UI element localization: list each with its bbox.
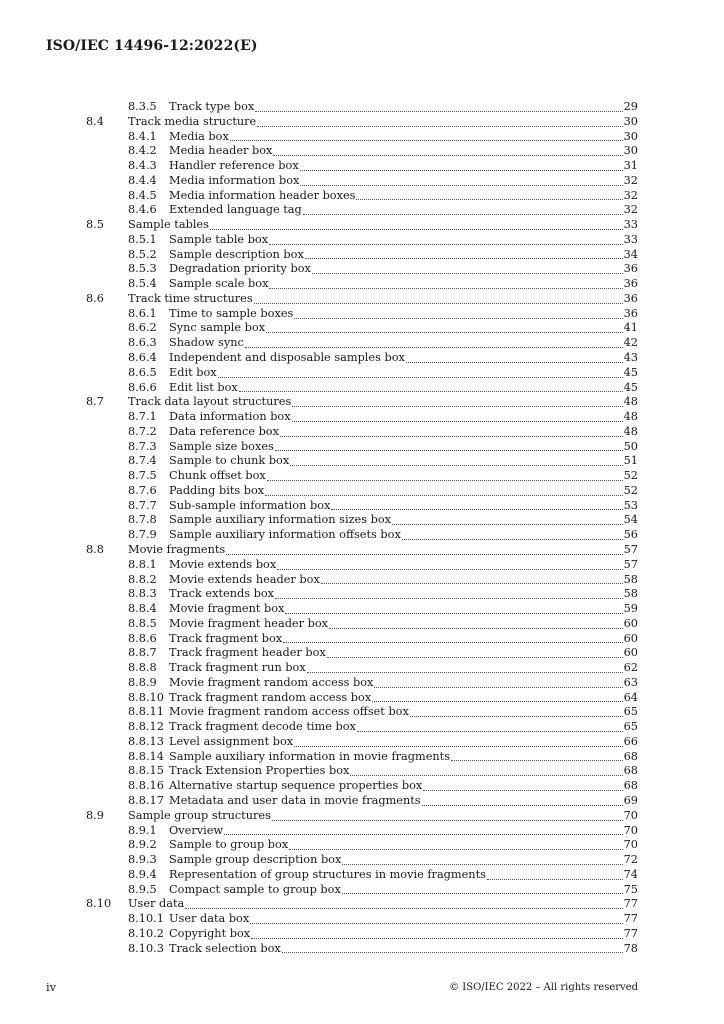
toc-entry[interactable] [0,764,724,779]
toc-dot-leader [406,362,623,363]
toc-dot-leader [210,229,623,230]
toc-entry-title: Movie fragments [128,542,226,556]
toc-entry-title: Degradation priority box [169,262,311,276]
toc-dot-leader [392,524,623,525]
toc-entry[interactable] [0,292,724,307]
toc-entry-title: Independent and disposable samples box [169,351,405,365]
toc-entry-number: 8.9.4 [128,867,157,881]
toc-entry-page: 77 [623,926,638,940]
toc-dot-leader [292,406,622,407]
toc-entry-page: 51 [623,454,638,468]
toc-entry-number: 8.8.12 [128,720,164,734]
toc-entry-title: Sample auxiliary information in movie fragments [169,749,450,763]
toc-entry-page: 68 [623,749,638,763]
toc-entry-number: 8.7.7 [128,498,157,512]
toc-dot-leader [329,628,623,629]
toc-entry-page: 78 [623,941,638,955]
toc-entry[interactable] [0,425,724,440]
toc-entry-page: 64 [623,690,638,704]
toc-dot-leader [342,864,622,865]
toc-entry-title: Movie fragment random access offset box [169,705,409,719]
toc-entry[interactable] [0,366,724,381]
toc-entry-number: 8.10.1 [128,912,164,926]
toc-entry-title: Track time structures [128,291,253,305]
toc-entry-number: 8.10 [86,897,112,911]
toc-dot-leader [226,554,622,555]
toc-entry-number: 8.6.6 [128,380,157,394]
toc-entry-title: Alternative startup sequence properties box [169,779,423,793]
toc-dot-leader [303,214,623,215]
toc-entry-page: 52 [623,469,638,483]
toc-entry-page: 30 [623,129,638,143]
toc-entry-page: 48 [623,410,638,424]
toc-entry[interactable] [0,838,724,853]
toc-entry-title: Padding bits box [169,483,265,497]
toc-entry-title: Track data layout structures [128,395,292,409]
toc-entry[interactable] [0,233,724,248]
toc-entry-page: 32 [623,203,638,217]
toc-dot-leader [350,775,622,776]
toc-entry-page: 70 [623,838,638,852]
toc-entry-title: Movie extends box [169,557,277,571]
toc-entry-page: 63 [623,675,638,689]
toc-entry-page: 77 [623,912,638,926]
toc-entry-number: 8.8.3 [128,587,157,601]
toc-dot-leader [294,318,622,319]
toc-entry-number: 8.7.5 [128,469,157,483]
toc-entry[interactable] [0,573,724,588]
toc-entry[interactable] [0,883,724,898]
toc-entry-page: 60 [623,646,638,660]
toc-entry[interactable] [0,897,724,912]
toc-dot-leader [265,495,622,496]
toc-entry[interactable] [0,395,724,410]
toc-entry[interactable] [0,203,724,218]
toc-entry[interactable] [0,587,724,602]
toc-entry[interactable] [0,174,724,189]
toc-entry-page: 30 [623,114,638,128]
toc-entry-number: 8.6 [86,291,104,305]
toc-entry-title: Track fragment random access box [169,690,372,704]
toc-entry-page: 53 [623,498,638,512]
toc-entry-number: 8.8.1 [128,557,157,571]
toc-entry-number: 8.4 [86,114,104,128]
toc-entry-title: Sample auxiliary information offsets box [169,528,401,542]
toc-entry[interactable] [0,646,724,661]
toc-dot-leader [422,805,623,806]
toc-entry-number: 8.8.14 [128,749,164,763]
toc-dot-leader [245,347,623,348]
toc-entry[interactable] [0,543,724,558]
toc-entry[interactable] [0,307,724,322]
toc-entry[interactable] [0,735,724,750]
toc-entry-number: 8.7.2 [128,424,157,438]
toc-entry-title: Movie fragment header box [169,616,329,630]
toc-entry[interactable] [0,853,724,868]
toc-entry-number: 8.8 [86,542,104,556]
toc-dot-leader [487,879,623,880]
toc-entry[interactable] [0,602,724,617]
toc-entry-page: 57 [623,542,638,556]
toc-entry-title: Level assignment box [169,734,294,748]
toc-entry-number: 8.4.4 [128,173,157,187]
toc-entry-page: 72 [623,853,638,867]
toc-dot-leader [218,377,623,378]
toc-dot-leader [251,938,623,939]
toc-entry-title: Track media structure [128,114,257,128]
toc-dot-leader [255,111,622,112]
toc-entry-title: Sample scale box [169,277,269,291]
toc-entry-page: 57 [623,557,638,571]
toc-entry-page: 58 [623,572,638,586]
toc-dot-leader [357,731,623,732]
toc-entry-title: Sample description box [169,247,304,261]
toc-dot-leader [294,746,623,747]
toc-entry-page: 74 [623,867,638,881]
toc-entry[interactable] [0,321,724,336]
toc-entry-page: 70 [623,808,638,822]
toc-dot-leader [374,687,622,688]
toc-dot-leader [372,701,622,702]
toc-entry-number: 8.3.5 [128,100,157,113]
toc-entry[interactable] [0,336,724,351]
toc-entry[interactable] [0,189,724,204]
toc-entry[interactable] [0,218,724,233]
toc-entry[interactable] [0,381,724,396]
toc-entry-title: Data information box [169,410,291,424]
toc-entry-title: Sub-sample information box [169,498,331,512]
toc-entry-number: 8.4.5 [128,188,157,202]
toc-entry[interactable] [0,277,724,292]
toc-entry[interactable] [0,499,724,514]
toc-entry-number: 8.5.1 [128,232,157,246]
toc-entry-number: 8.4.2 [128,144,157,158]
toc-entry-page: 52 [623,483,638,497]
toc-entry-title: Edit box [169,365,217,379]
toc-entry-number: 8.8.9 [128,675,157,689]
toc-entry-page: 36 [623,306,638,320]
toc-dot-leader [307,672,623,673]
toc-entry-number: 8.6.3 [128,336,157,350]
toc-entry[interactable] [0,779,724,794]
toc-entry[interactable] [0,868,724,883]
toc-dot-leader [292,421,623,422]
toc-dot-leader [254,303,623,304]
toc-entry[interactable] [0,661,724,676]
toc-entry-page: 32 [623,173,638,187]
toc-entry[interactable] [0,927,724,942]
toc-entry-number: 8.9 [86,808,104,822]
toc-dot-leader [327,657,623,658]
toc-entry[interactable] [0,115,724,130]
toc-entry-number: 8.7.4 [128,454,157,468]
toc-entry-title: Sample size boxes [169,439,274,453]
toc-entry[interactable] [0,750,724,765]
toc-dot-leader [250,923,622,924]
toc-entry[interactable] [0,454,724,469]
toc-entry[interactable] [0,100,724,115]
toc-entry-page: 34 [623,247,638,261]
toc-entry-number: 8.9.3 [128,853,157,867]
toc-dot-leader [239,391,623,392]
toc-dot-leader [277,569,622,570]
toc-dot-leader [282,952,623,953]
toc-entry-number: 8.10.2 [128,926,164,940]
toc-entry-title: User data [128,897,185,911]
toc-entry-number: 8.9.2 [128,838,157,852]
toc-entry-page: 29 [623,100,638,113]
toc-entry-title: Data reference box [169,424,279,438]
toc-entry-title: Compact sample to group box [169,882,341,896]
page-number: iv [46,980,57,994]
toc-entry-page: 68 [623,764,638,778]
toc-entry-page: 60 [623,631,638,645]
toc-dot-leader [300,185,622,186]
toc-entry-number: 8.6.5 [128,365,157,379]
toc-entry[interactable] [0,528,724,543]
toc-entry-page: 65 [623,705,638,719]
toc-entry-title: User data box [169,912,250,926]
toc-entry-number: 8.8.4 [128,602,157,616]
toc-entry[interactable] [0,558,724,573]
toc-entry-number: 8.6.1 [128,306,157,320]
toc-entry-title: Media header box [169,144,273,158]
toc-entry-title: Representation of group structures in movie fragments [169,867,486,881]
toc-entry-title: Copyright box [169,926,251,940]
toc-entry-title: Shadow sync [169,336,244,350]
toc-entry[interactable] [0,351,724,366]
toc-entry-title: Track fragment box [169,631,283,645]
toc-entry-page: 33 [623,232,638,246]
toc-dot-leader [300,170,623,171]
toc-entry-title: Movie fragment box [169,602,285,616]
toc-entry-number: 8.6.4 [128,351,157,365]
toc-entry-number: 8.5.2 [128,247,157,261]
toc-entry-page: 65 [623,720,638,734]
toc-entry-title: Edit list box [169,380,238,394]
toc-entry-title: Track type box [169,100,255,113]
toc-entry-page: 41 [623,321,638,335]
toc-entry-page: 33 [623,218,638,232]
toc-entry-page: 59 [623,602,638,616]
toc-entry-number: 8.7.3 [128,439,157,453]
document-header-title: ISO/IEC 14496-12:2022(E) [46,38,258,54]
toc-entry-page: 69 [623,793,638,807]
toc-dot-leader [342,893,623,894]
toc-entry-page: 58 [623,587,638,601]
toc-entry[interactable] [0,410,724,425]
toc-entry[interactable] [0,484,724,499]
toc-entry-title: Track selection box [169,941,281,955]
toc-entry-number: 8.4.6 [128,203,157,217]
toc-entry-page: 42 [623,336,638,350]
toc-entry-page: 45 [623,380,638,394]
toc-entry-number: 8.5 [86,218,104,232]
toc-dot-leader [410,716,623,717]
toc-entry-number: 8.6.2 [128,321,157,335]
toc-entry-page: 43 [623,351,638,365]
toc-entry-number: 8.8.16 [128,779,164,793]
toc-entry-number: 8.7.9 [128,528,157,542]
toc-entry[interactable] [0,942,724,957]
toc-dot-leader [269,288,622,289]
toc-entry-number: 8.4.3 [128,159,157,173]
toc-dot-leader [275,598,623,599]
toc-entry[interactable] [0,824,724,839]
toc-entry-title: Metadata and user data in movie fragments [169,793,421,807]
toc-entry[interactable] [0,159,724,174]
toc-dot-leader [290,465,622,466]
toc-entry[interactable] [0,440,724,455]
toc-entry-number: 8.8.10 [128,690,164,704]
toc-entry-page: 36 [623,262,638,276]
toc-entry[interactable] [0,809,724,824]
toc-entry-title: Media information header boxes [169,188,356,202]
toc-entry-number: 8.7 [86,395,104,409]
toc-entry-page: 32 [623,188,638,202]
toc-entry-page: 36 [623,291,638,305]
toc-entry-page: 36 [623,277,638,291]
toc-entry-page: 50 [623,439,638,453]
toc-dot-leader [312,273,623,274]
toc-entry-title: Chunk offset box [169,469,266,483]
toc-dot-leader [305,258,623,259]
toc-entry-title: Overview [169,823,224,837]
toc-entry-title: Track extends box [169,587,275,601]
toc-dot-leader [356,199,622,200]
toc-entry-title: Sample auxiliary information sizes box [169,513,392,527]
toc-entry-title: Sample table box [169,232,269,246]
toc-entry[interactable] [0,705,724,720]
toc-entry-page: 60 [623,616,638,630]
toc-entry-page: 75 [623,882,638,896]
toc-entry-title: Track fragment decode time box [169,720,356,734]
toc-entry-page: 48 [623,424,638,438]
toc-entry-number: 8.5.4 [128,277,157,291]
toc-dot-leader [266,332,623,333]
toc-entry[interactable] [0,130,724,145]
toc-dot-leader [275,450,623,451]
toc-entry-title: Sample to group box [169,838,289,852]
toc-entry-page: 48 [623,395,638,409]
toc-entry-title: Sample group description box [169,853,342,867]
toc-entry-page: 68 [623,779,638,793]
toc-entry-title: Movie extends header box [169,572,320,586]
toc-entry-title: Media box [169,129,229,143]
toc-entry-number: 8.8.17 [128,793,164,807]
toc-entry-number: 8.10.3 [128,941,164,955]
toc-entry[interactable] [0,262,724,277]
toc-dot-leader [269,244,623,245]
toc-entry-page: 45 [623,365,638,379]
toc-entry-page: 62 [623,661,638,675]
toc-dot-leader [402,539,623,540]
toc-dot-leader [283,642,622,643]
toc-dot-leader [257,126,622,127]
toc-dot-leader [423,790,622,791]
toc-entry-number: 8.8.6 [128,631,157,645]
toc-dot-leader [280,436,623,437]
toc-entry-page: 77 [623,897,638,911]
toc-dot-leader [267,480,623,481]
toc-entry-page: 70 [623,823,638,837]
toc-entry-title: Track Extension Properties box [169,764,350,778]
toc-entry-number: 8.8.8 [128,661,157,675]
toc-entry-page: 31 [623,159,638,173]
toc-dot-leader [321,583,623,584]
toc-entry[interactable] [0,617,724,632]
toc-entry-page: 66 [623,734,638,748]
toc-entry-number: 8.9.5 [128,882,157,896]
toc-entry-title: Handler reference box [169,159,299,173]
toc-entry[interactable] [0,676,724,691]
toc-entry-title: Track fragment header box [169,646,326,660]
toc-entry[interactable] [0,720,724,735]
toc-entry-number: 8.8.7 [128,646,157,660]
toc-dot-leader [273,155,622,156]
toc-entry-title: Sample tables [128,218,209,232]
toc-entry[interactable] [0,691,724,706]
toc-dot-leader [289,849,622,850]
table-of-contents [0,100,724,956]
toc-dot-leader [285,613,622,614]
toc-entry[interactable] [0,248,724,263]
toc-dot-leader [185,908,622,909]
toc-dot-leader [230,140,623,141]
toc-entry-number: 8.4.1 [128,129,157,143]
toc-entry-page: 56 [623,528,638,542]
toc-entry-title: Track fragment run box [169,661,306,675]
toc-dot-leader [272,820,623,821]
toc-dot-leader [331,509,622,510]
copyright-notice: © ISO/IEC 2022 – All rights reserved [449,982,638,993]
toc-entry-title: Movie fragment random access box [169,675,374,689]
toc-entry-number: 8.8.2 [128,572,157,586]
toc-entry[interactable] [0,513,724,528]
toc-entry-number: 8.8.15 [128,764,164,778]
toc-entry-number: 8.5.3 [128,262,157,276]
toc-entry-number: 8.8.5 [128,616,157,630]
toc-entry-number: 8.7.8 [128,513,157,527]
toc-entry-title: Sample group structures [128,808,271,822]
toc-entry-number: 8.7.1 [128,410,157,424]
toc-entry[interactable] [0,632,724,647]
toc-entry-page: 54 [623,513,638,527]
toc-entry[interactable] [0,794,724,809]
toc-entry-page: 30 [623,144,638,158]
toc-entry[interactable] [0,469,724,484]
toc-entry-number: 8.7.6 [128,483,157,497]
toc-dot-leader [224,834,623,835]
toc-entry-number: 8.8.11 [128,705,164,719]
toc-entry-title: Media information box [169,173,300,187]
toc-entry[interactable] [0,144,724,159]
toc-entry-title: Sync sample box [169,321,266,335]
toc-entry[interactable] [0,912,724,927]
toc-entry-number: 8.9.1 [128,823,157,837]
toc-dot-leader [451,760,623,761]
toc-entry-title: Sample to chunk box [169,454,290,468]
toc-entry-number: 8.8.13 [128,734,164,748]
toc-entry-title: Time to sample boxes [169,306,294,320]
toc-entry-title: Extended language tag [169,203,302,217]
